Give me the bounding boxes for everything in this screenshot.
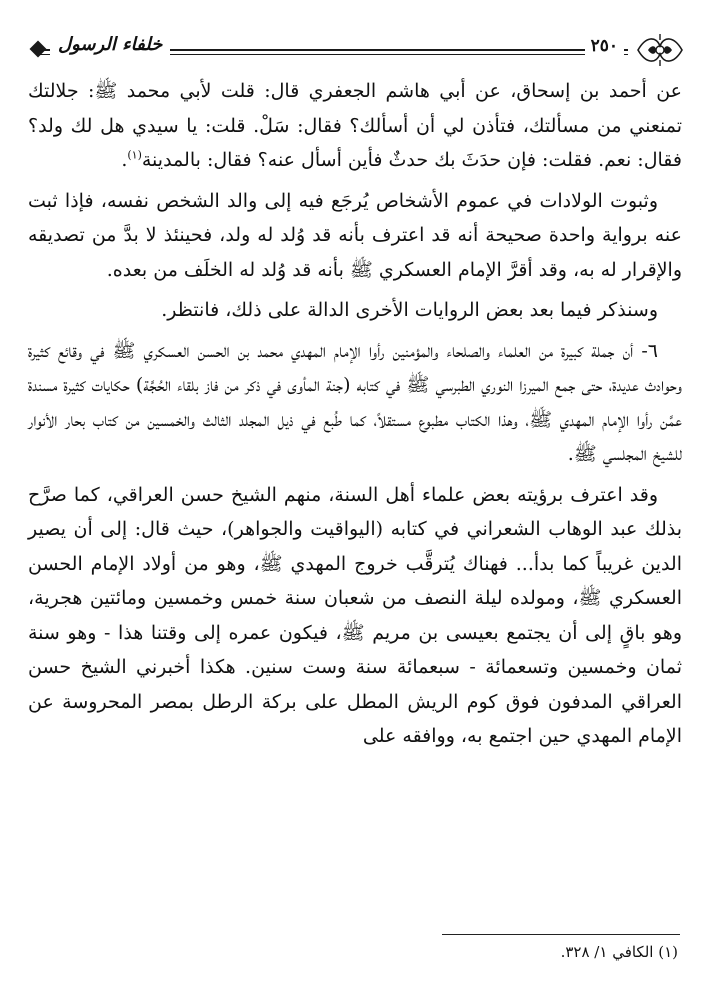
page-number: ٢٥٠: [585, 34, 624, 58]
footnote-1: (١) الكافي ١/ ٣٢٨.: [560, 943, 678, 961]
paragraph-1: عن أحمد بن إسحاق، عن أبي هاشم الجعفري قال: قلت لأبي محمد ﷺ: جلالتك تمنعني من مسألتك، فتأذن لي أن أسألك؟ فقال: سَلْ. قلت: يا سيدي هل لك ولد؟ فقال: نعم. فقلت: فإن حدَثَ بك حدثٌ فأين أسأل عنه؟ فقال: بالمدينة$^{(١)}$.: [28, 80, 682, 171]
running-header: [26, 30, 686, 70]
footnote-rule: [442, 934, 680, 935]
footnote-marker: (١): [127, 148, 142, 162]
paragraph-5: وقد اعترف برؤيته بعض علماء أهل السنة، منهم الشيخ حسن العراقي، كما صرَّح بذلك عبد الوهاب الشعراني في كتابه (اليواقيت والجواهر)، حيث قال: إلى أن يصير الدين غريباً كما بدأ... فهناك يُترقَّب خروج المهدي ﷺ، وهو من أولاد الإمام الحسن العسكري ﷺ، ومولده ليلة النصف من شعبان سنة خمس وخمسين ومائتين هجرية، وهو باقٍ إلى أن يجتمع بعيسى بن مريم ﷺ، فيكون عمره إلى وقتنا هذا - وهو سنة ثمان وخمسين وتسعمائة - سبعمائة سنة وست سنين. هكذا أخبرني الشيخ حسن العراقي المدفون فوق كوم الريش المطل على بركة الرطل بمصر المحروسة عن الإمام المهدي حين اجتمع به، ووافقه على: [28, 483, 682, 747]
paragraph-1-text: عن أحمد بن إسحاق، عن أبي هاشم الجعفري قال: قلت لأبي محمد ﷺ: جلالتك تمنعني من مسألتك، فتأذن لي أن أسألك؟ فقال: سَلْ. قلت: يا سيدي هل لك ولد؟ فقال: نعم. فقلت: فإن حدَثَ بك حدثٌ فأين أسأل عنه؟ فقال: بالمدينة: [28, 80, 682, 171]
floral-ornament-icon: [634, 30, 686, 70]
book-title: خلفاء الرسول: [50, 32, 170, 58]
main-text: [28, 74, 682, 760]
paragraph-2: وثبوت الولادات في عموم الأشخاص يُرجَع فيه إلى والد الشخص نفسه، فإذا ثبت عنه برواية واحدة صحيحة أنه قد اعترف بأنه قد وُلد له ولد، فحينئذ لا بدَّ من تصديقه والإقرار له به، وقد أقرَّ الإمام العسكري ﷺ بأنه قد وُلد له الخلَف من بعده.: [28, 189, 682, 281]
paragraph-4: ٦- أن جملة كبيرة من العلماء والصلحاء والمؤمنين رأوا الإمام المهدي محمد بن الحسن العسكري ﷺ في وقائع كثيرة وحوادث عديدة، حتى جمع الميرزا النوري الطبرسي ﷺ في كتابه (جنة المأوى في ذكر من فاز بلقاء الحُجَّة) حكايات كثيرة مسندة عمَّن رأوا الإمام المهدي ﷺ، وهذا الكتاب مطبوع مستقلاً، كما طُبع في ذيل المجلد الثالث والخمسين من كتاب بحار الأنوار للشيخ المجلسي ﷺ.: [28, 339, 682, 465]
paragraph-3: وسنذكر فيما بعد بعض الروايات الأخرى الدالة على ذلك، فانتظر.: [161, 299, 658, 321]
